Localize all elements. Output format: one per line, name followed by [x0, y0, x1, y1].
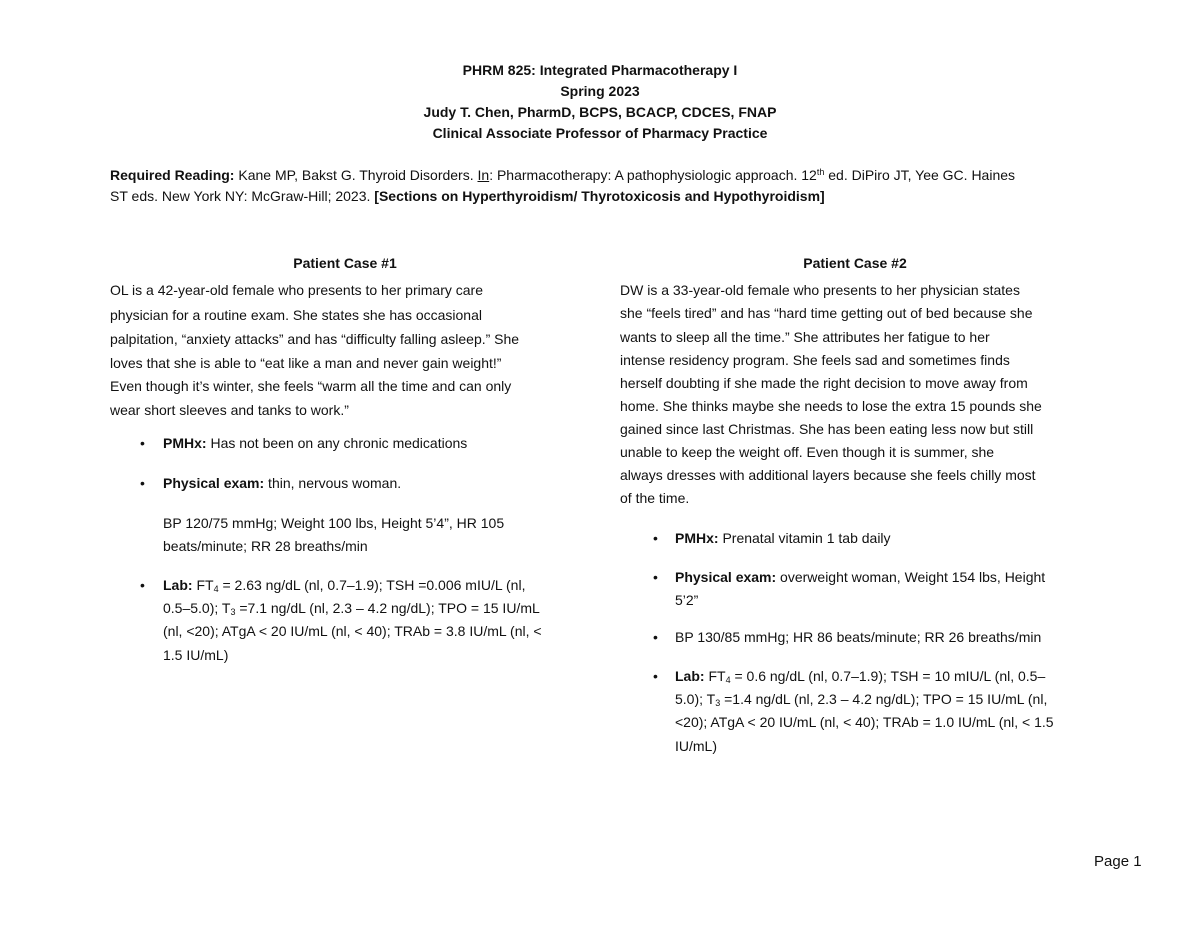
label: Physical exam: [675, 569, 777, 585]
case1-line: palpitation, “anxiety attacks” and has “difficulty falling asleep.” She [110, 331, 520, 347]
reading-label: Required Reading: [110, 167, 235, 183]
bullet-icon: • [653, 629, 658, 645]
case2-line: gained since last Christmas. She has been eating less now but still [620, 421, 1034, 437]
case1-lab: (nl, <20); ATgA < 20 IU/mL (nl, < 40); TRAb = 3.8 IU/mL (nl, < [163, 623, 542, 639]
value: FT [192, 577, 214, 593]
instructor-position: Clinical Associate Professor of Pharmacy Practice [432, 125, 768, 141]
case1-title: Patient Case #1 [293, 255, 397, 271]
value: = 0.6 ng/dL (nl, 0.7–1.9); TSH = 10 mIU/L (nl, 0.5– [730, 668, 1046, 684]
reading-in: In [477, 167, 490, 183]
subscript: 3 [230, 607, 236, 617]
reading-text: ST eds. New York NY: McGraw-Hill; 2023. [110, 188, 375, 204]
bullet-icon: • [653, 530, 658, 546]
label: Physical exam: [163, 475, 265, 491]
bullet-icon: • [140, 475, 145, 491]
case1-line: OL is a 42-year-old female who presents to her primary care [110, 282, 483, 298]
instructor: Judy T. Chen, PharmD, BCPS, BCACP, CDCES, FNAP [423, 104, 777, 120]
value: =1.4 ng/dL (nl, 2.3 – 4.2 ng/dL); TPO = 15 IU/mL (nl, [720, 691, 1048, 707]
case2-line: of the time. [620, 490, 690, 506]
case1-lab: 1.5 IU/mL) [163, 647, 229, 663]
case2-line: herself doubting if she made the right decision to move away from [620, 375, 1028, 391]
case2-exam [675, 567, 1045, 587]
case1-line: wear short sleeves and tanks to work.” [110, 402, 349, 418]
value: thin, nervous woman. [264, 475, 402, 491]
case2-pmhx [675, 528, 891, 548]
reading-text: Kane MP, Bakst G. Thyroid Disorders. [234, 167, 478, 183]
page-number: Page 1 [1094, 853, 1142, 870]
value: 5.0); T [675, 691, 716, 707]
value: Has not been on any chronic medications [206, 435, 468, 451]
bullet-icon: • [653, 668, 658, 684]
term: Spring 2023 [560, 83, 640, 99]
course-title: PHRM 825: Integrated Pharmacotherapy I [462, 62, 738, 78]
value: Prenatal vitamin 1 tab daily [718, 530, 891, 546]
label: Lab: [163, 577, 193, 593]
case1-vitals: BP 120/75 mmHg; Weight 100 lbs, Height 5’4”, HR 105 [163, 515, 505, 531]
subscript: 3 [715, 698, 721, 708]
bullet-icon: • [140, 435, 145, 451]
case2-line: she “feels tired” and has “hard time getting out of bed because she [620, 305, 1033, 321]
value: overweight woman, Weight 154 lbs, Height [776, 569, 1046, 585]
case2-lab: <20); ATgA < 20 IU/mL (nl, < 40); TRAb = 1.0 IU/mL (nl, < 1.5 [675, 714, 1054, 730]
case2-line: intense residency program. She feels sad and sometimes finds [620, 352, 1010, 368]
value: = 2.63 ng/dL (nl, 0.7–1.9); TSH =0.006 mIU/L (nl, [218, 577, 526, 593]
case1-line: physician for a routine exam. She states she has occasional [110, 307, 482, 323]
case1-lab [163, 598, 540, 622]
case1-vitals: beats/minute; RR 28 breaths/min [163, 538, 368, 554]
case2-lab [675, 689, 1047, 713]
subscript: 4 [213, 584, 219, 594]
label: PMHx: [163, 435, 207, 451]
case2-vitals: BP 130/85 mmHg; HR 86 beats/minute; RR 26 breaths/min [675, 629, 1042, 645]
value: =7.1 ng/dL (nl, 2.3 – 4.2 ng/dL); TPO = 15 IU/mL [235, 600, 540, 616]
case2-line: wants to sleep all the time.” She attributes her fatigue to her [620, 329, 990, 345]
case1-lab [163, 575, 525, 599]
case2-line: always dresses with additional layers because she feels chilly most [620, 467, 1036, 483]
case2-exam: 5’2” [675, 592, 699, 608]
reading-sup: th [816, 167, 825, 177]
subscript: 4 [725, 675, 731, 685]
reading-text: ed. DiPiro JT, Yee GC. Haines [824, 167, 1016, 183]
case2-line: unable to keep the weight off. Even though it is summer, she [620, 444, 995, 460]
case1-exam [163, 473, 401, 493]
case1-line: loves that she is able to “eat like a man and never gain weight!” [110, 355, 502, 371]
value: 0.5–5.0); T [163, 600, 231, 616]
required-reading-line2 [110, 186, 825, 206]
reading-text: : Pharmacotherapy: A pathophysiologic approach. 12 [489, 167, 817, 183]
case2-lab [675, 666, 1045, 690]
case1-pmhx [163, 433, 467, 453]
bullet-icon: • [653, 569, 658, 585]
value: FT [704, 668, 726, 684]
label: PMHx: [675, 530, 719, 546]
reading-sections: [Sections on Hyperthyroidism/ Thyrotoxicosis and Hypothyroidism] [374, 188, 825, 204]
case2-lab: IU/mL) [675, 738, 717, 754]
required-reading [110, 162, 1015, 185]
bullet-icon: • [140, 577, 145, 593]
case1-line: Even though it’s winter, she feels “warm all the time and can only [110, 378, 512, 394]
case2-line: home. She thinks maybe she needs to lose the extra 15 pounds she [620, 398, 1042, 414]
case2-line: DW is a 33-year-old female who presents to her physician states [620, 282, 1020, 298]
case2-title: Patient Case #2 [803, 255, 907, 271]
label: Lab: [675, 668, 705, 684]
